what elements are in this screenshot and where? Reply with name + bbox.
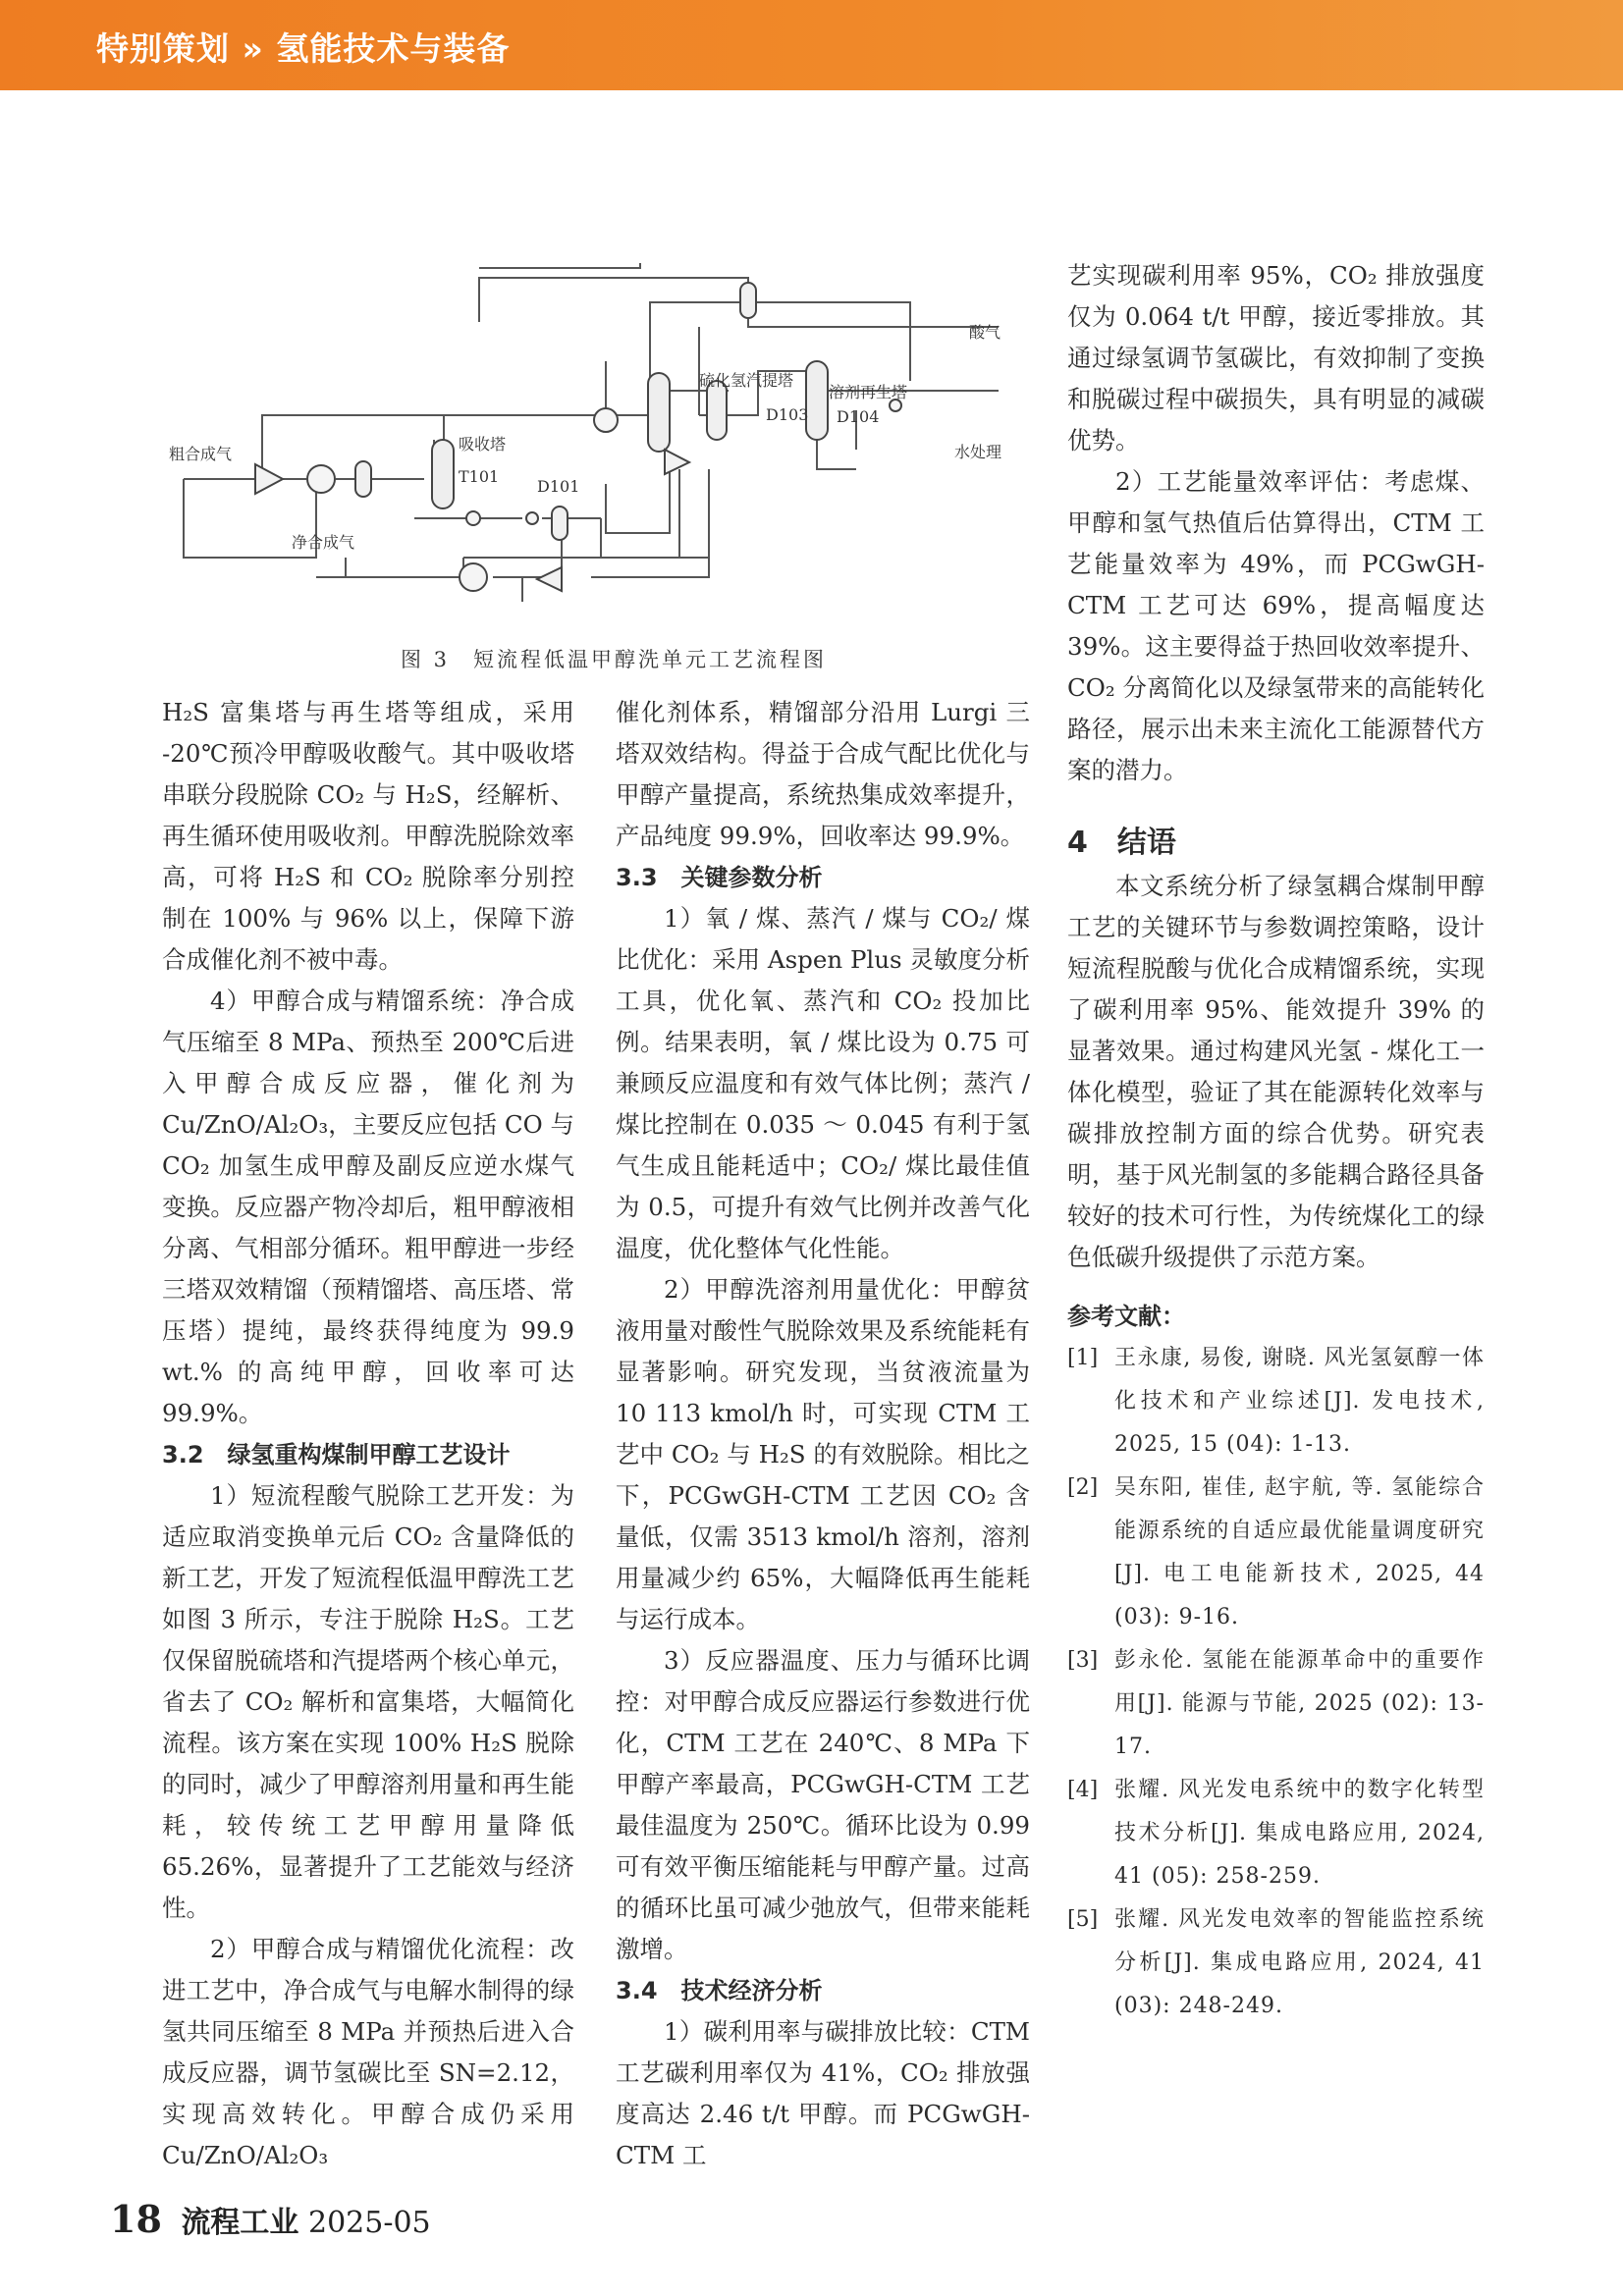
label-regenerator: 溶剂再生塔 [829, 383, 908, 401]
reference-number: [5] [1067, 1907, 1099, 1932]
header-arrow: » [242, 29, 264, 68]
pump-3-icon [537, 567, 562, 591]
section-name: 特别策划 [96, 29, 230, 68]
reference-number: [2] [1067, 1475, 1099, 1500]
heading-4-conclusion: 4 结语 [1067, 826, 1176, 860]
col2-paragraph-4: 3）反应器温度、压力与循环比调控：对甲醇合成反应器运行参数进行优化，CTM 工艺在 240℃、8 MPa 下甲醇产率最高，PCGwGH-CTM 工艺最佳温度为 250℃。循环比设为 0.99 可有效平衡压缩能耗与甲醇产量。过高的循环比虽可减少弛放气，但带来能耗激增。 [616, 1646, 1030, 1963]
heading-3-4: 3.4 技术经济分析 [616, 1977, 823, 2004]
reference-number: [3] [1067, 1648, 1099, 1673]
pump-icon [466, 511, 480, 525]
drum-d103-icon [707, 381, 727, 440]
figure-caption: 图 3 短流程低温甲醇洗单元工艺流程图 [400, 648, 828, 671]
label-d103: D103 [766, 405, 809, 424]
absorber-column-icon [432, 440, 454, 508]
text-column-2 [616, 692, 1030, 2176]
reference-number: [1] [1067, 1346, 1099, 1370]
reflux-drum-icon [740, 283, 756, 318]
stripper-column-icon [648, 373, 670, 452]
label-t101: T101 [459, 467, 500, 486]
col1-paragraph-2: 4）甲醇合成与精馏系统：净合成气压缩至 8 MPa、预热至 200℃后进入甲醇合成反应器，催化剂为 Cu/ZnO/Al₂O₃，主要反应包括 CO 与 CO₂ 加氢生成甲醇及副反应逆水煤气变换。反应器产物冷却后，粗甲醇液相分离、气相部分循环。粗甲醇进一步经三塔双效精馏（预精馏塔、高压塔、常压塔）提纯，最终获得纯度为 99.9 wt.% 的高纯甲醇，回收率可达 99.9%。 [162, 987, 574, 1427]
pump-2-icon [665, 450, 689, 474]
section-header-title [96, 24, 510, 70]
reference-number: [4] [1067, 1778, 1099, 1802]
label-crude-gas: 粗合成气 [169, 445, 233, 463]
compressor-icon [255, 464, 283, 494]
issue-number: 2025-05 [307, 2206, 431, 2240]
col1-paragraph-3: 1）短流程酸气脱除工艺开发：为适应取消变换单元后 CO₂ 含量降低的新工艺，开发了短流程低温甲醇洗工艺如图 3 所示，专注于脱除 H₂S。工艺仅保留脱硫塔和汽提塔两个核心单元，省去了 CO₂ 解析和富集塔，大幅简化流程。该方案在实现 100% H₂S 脱除的同时，减少了甲醇溶剂用量和再生能耗，较传统工艺甲醇用量降低 65.26%，显著提升了工艺能效与经济性。 [162, 1481, 574, 1922]
reference-item [1067, 1467, 1485, 1639]
reference-item [1067, 1769, 1485, 1898]
reference-text: 张耀. 风光发电效率的智能监控系统分析[J]. 集成电路应用, 2024, 41 (03): 248-249. [1114, 1907, 1485, 2018]
reference-item [1067, 1639, 1485, 1769]
section-header-bar [0, 0, 1623, 90]
text-column-1 [162, 692, 574, 2176]
reference-item [1067, 1898, 1485, 2028]
label-acid-gas: 酸气 [969, 323, 1001, 342]
reference-text: 张耀. 风光发电系统中的数字化转型技术分析[J]. 集成电路应用, 2024, 41 (05): 258-259. [1114, 1778, 1485, 1889]
separator-vessel-icon [355, 461, 371, 497]
reference-text: 彭永伦. 氢能在能源革命中的重要作用[J]. 能源与节能, 2025 (02): 13-17. [1114, 1648, 1485, 1759]
heat-exchanger-icon [307, 465, 335, 493]
label-d104: D104 [837, 407, 880, 426]
col1-paragraph-4: 2）甲醇合成与精馏优化流程：改进工艺中，净合成气与电解水制得的绿氢共同压缩至 8 MPa 并预热后进入合成反应器，调节氢碳比至 SN=2.12，实现高效转化。甲醇合成仍采用 Cu/ZnO/Al₂O₃ [162, 1935, 574, 2169]
text-column-3 [1067, 255, 1485, 2028]
col3-paragraph-1: 艺实现碳利用率 95%，CO₂ 排放强度仅为 0.064 t/t 甲醇，接近零排放。其通过绿氢调节氢碳比，有效抑制了变换和脱碳过程中碳损失，具有明显的减碳优势。 [1067, 261, 1485, 454]
reference-text: 吴东阳, 崔佳, 赵宇航, 等. 氢能综合能源系统的自适应最优能量调度研究[J]. 电工电能新技术, 2025, 44 (03): 9-16. [1114, 1475, 1485, 1629]
col3-paragraph-3: 本文系统分析了绿氢耦合煤制甲醇工艺的关键环节与参数调控策略，设计短流程脱酸与优化合成精馏系统，实现了碳利用率 95%、能效提升 39% 的显著效果。通过构建风光氢 - 煤化工一体化模型，验证了其在能源转化效率与碳排放控制方面的综合优势。研究表明，基于风光制氢的多能耦合路径具备较好的技术可行性，为传统煤化工的绿色低碳升级提供了示范方案。 [1067, 872, 1485, 1271]
heat-exchanger-2-icon [594, 408, 618, 432]
page-footer [110, 2197, 431, 2241]
col1-paragraph-1: H₂S 富集塔与再生塔等组成，采用 -20℃预冷甲醇吸收酸气。其中吸收塔串联分段脱除 CO₂ 与 H₂S，经解析、再生循环使用吸收剂。甲醇洗脱除效率高，可将 H₂S 和 CO₂ 脱除率分别控制在 100% 与 96% 以上，保障下游合成催化剂不被中毒。 [162, 698, 574, 974]
page-number: 18 [110, 2197, 162, 2241]
label-d101: D101 [537, 477, 580, 496]
col2-paragraph-2: 1）氧 / 煤、蒸汽 / 煤与 CO₂/ 煤比优化：采用 Aspen Plus 灵敏度分析工具，优化氧、蒸汽和 CO₂ 投加比例。结果表明，氧 / 煤比设为 0.75 可兼顾反应温度和有效气体比例；蒸汽 / 煤比控制在 0.035 ～ 0.045 有利于氢气生成且能耗适中；CO₂/ 煤比最佳值为 0.5，可提升有效气比例并改善气化温度，优化整体气化性能。 [616, 904, 1030, 1262]
heading-3-2: 3.2 绿氢重构煤制甲醇工艺设计 [162, 1441, 511, 1468]
label-absorber: 吸收塔 [459, 435, 507, 454]
col2-paragraph-1: 催化剂体系，精馏部分沿用 Lurgi 三塔双效结构。得益于合成气配比优化与甲醇产量提高，系统热集成效率提升，产品纯度 99.9%，回收率达 99.9%。 [616, 698, 1030, 850]
regenerator-column-icon [806, 361, 828, 440]
label-clean-gas: 净合成气 [292, 533, 355, 552]
label-stripper: 硫化氢汽提塔 [699, 371, 794, 390]
journal-name: 流程工业 [181, 2206, 299, 2240]
heading-3-3: 3.3 关键参数分析 [616, 864, 823, 891]
reference-text: 王永康, 易俊, 谢晓. 风光氢氨醇一体化技术和产业综述[J]. 发电技术, 2025, 15 (04): 1-13. [1114, 1346, 1485, 1457]
section-topic: 氢能技术与装备 [276, 29, 511, 68]
references-title: 参考文献： [1067, 1303, 1185, 1330]
reference-item [1067, 1337, 1485, 1467]
col2-paragraph-5: 1）碳利用率与碳排放比较：CTM 工艺碳利用率仅为 41%，CO₂ 排放强度高达 2.46 t/t 甲醇。而 PCGwGH-CTM 工 [616, 2017, 1030, 2169]
heat-exchanger-3-icon [460, 563, 487, 591]
label-water-treatment: 水处理 [954, 443, 1002, 461]
col3-paragraph-2: 2）工艺能量效率评估：考虑煤、甲醇和氢气热值后估算得出，CTM 工艺能量效率为 49%，而 PCGwGH-CTM 工艺可达 69%，提高幅度达 39%。这主要得益于热回收效率提升、CO₂ 分离简化以及绿氢带来的高能转化路径，展示出未来主流化工能源替代方案的潜力。 [1067, 467, 1485, 784]
valve-icon [526, 512, 538, 524]
col2-paragraph-3: 2）甲醇洗溶剂用量优化：甲醇贫液用量对酸性气脱除效果及系统能耗有显著影响。研究发现，当贫液流量为 10 113 kmol/h 时，可实现 CTM 工艺中 CO₂ 与 H₂S 的有效脱除。相比之下，PCGwGH-CTM 工艺因 CO₂ 含量低，仅需 3513 kmol/h 溶剂，溶剂用量减少约 65%，大幅降低再生能耗与运行成本。 [616, 1275, 1030, 1633]
flash-drum-d101-icon [552, 507, 568, 540]
process-flow-diagram [169, 263, 1023, 616]
